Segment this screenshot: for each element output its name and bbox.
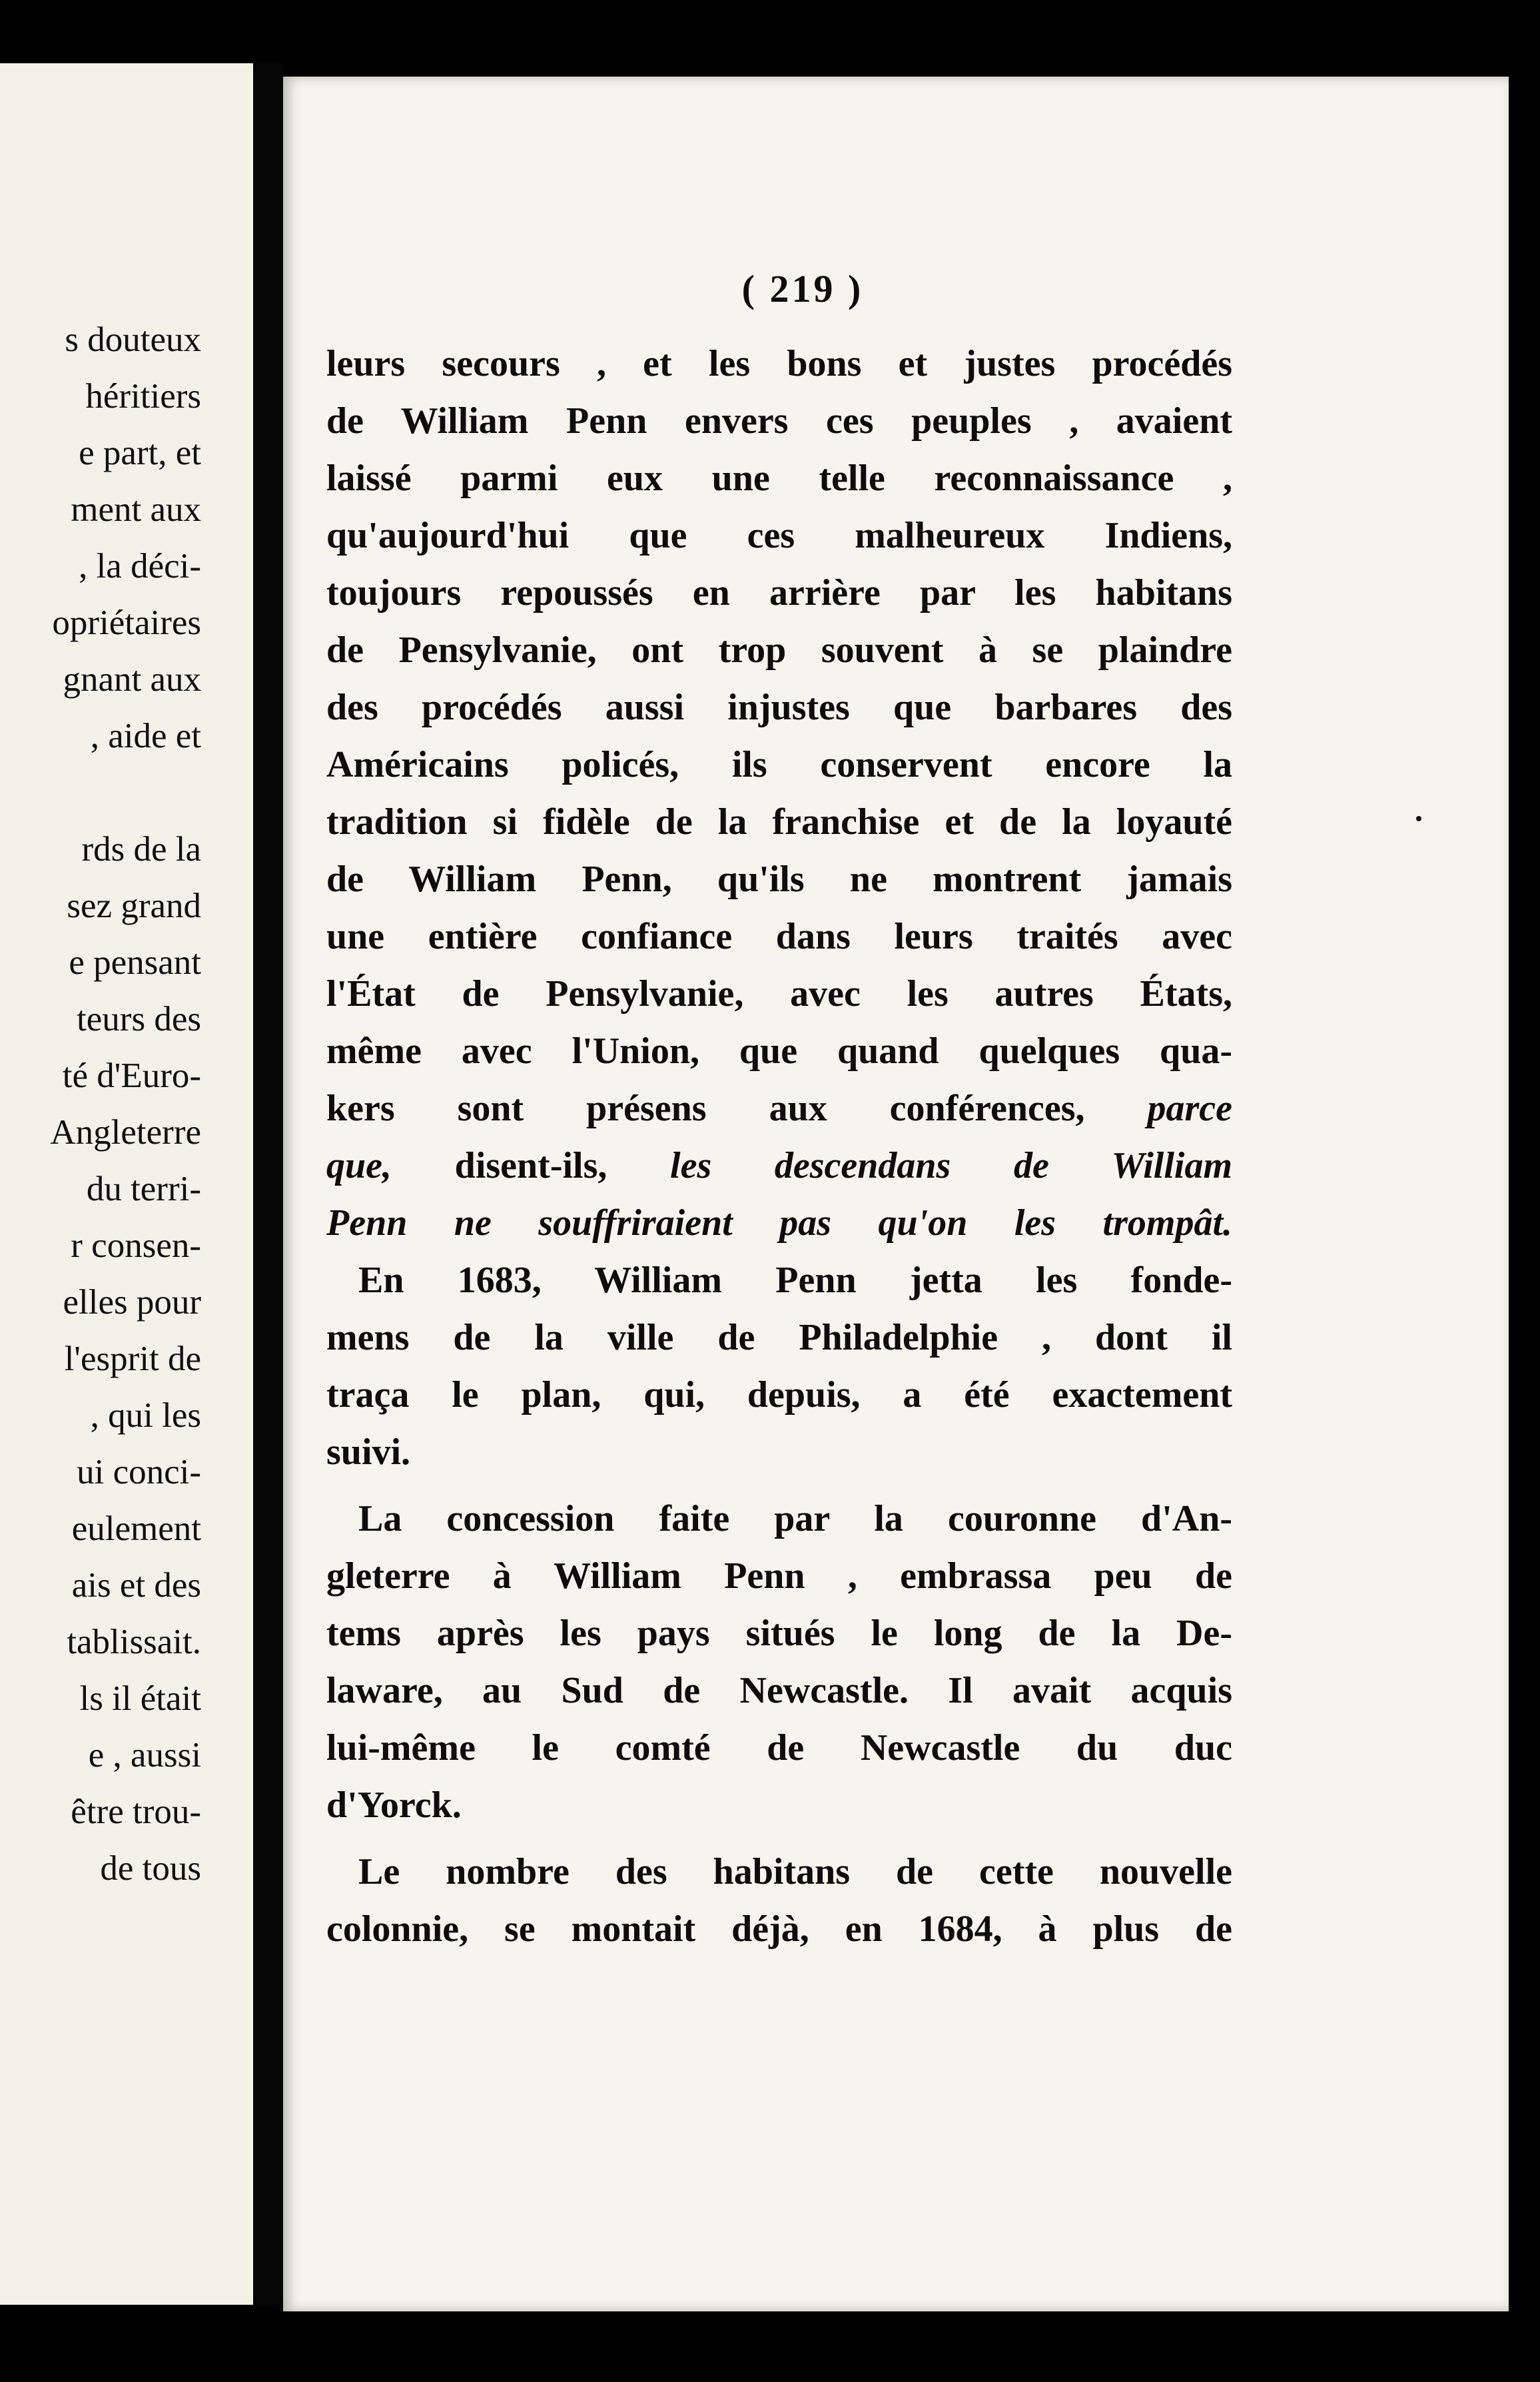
book-gutter xyxy=(253,63,283,2305)
left-fragment: eulement xyxy=(71,1509,201,1548)
left-fragment: r consen- xyxy=(71,1226,201,1265)
text-line: une entière confiance dans leurs traités avec xyxy=(326,916,1232,957)
italic-segment: les descendans de William xyxy=(670,1145,1233,1186)
text-line: Américains policés, ils conservent encore la xyxy=(326,744,1232,785)
text-line xyxy=(326,1090,1232,1127)
left-fragment: ls il était xyxy=(79,1679,201,1718)
text-line: colonnie, se montait déjà, en 1684, à plus de xyxy=(326,1908,1232,1950)
left-fragment: , la déci- xyxy=(79,547,201,586)
left-fragment: héritiers xyxy=(85,377,201,416)
text-line: tradition si fidèle de la franchise et de la loyauté xyxy=(326,801,1232,843)
left-fragment: té d'Euro- xyxy=(62,1056,201,1095)
left-fragment: du terri- xyxy=(86,1170,201,1208)
left-fragment: e , aussi xyxy=(88,1736,201,1775)
text-line xyxy=(326,1147,1232,1184)
text-line: de William Penn, qu'ils ne montrent jamais xyxy=(326,859,1232,900)
text-line: toujours repoussés en arrière par les habitans xyxy=(326,572,1232,613)
page-number: ( 219 ) xyxy=(741,267,864,310)
text-line: de William Penn envers ces peuples , avaient xyxy=(326,400,1232,442)
left-fragment: rds de la xyxy=(81,830,201,869)
left-fragment: teurs des xyxy=(77,1000,201,1038)
left-fragment: Angleterre xyxy=(50,1113,201,1152)
text-line: même avec l'Union, que quand quelques qua- xyxy=(326,1030,1232,1072)
left-facing-page xyxy=(0,63,253,2305)
text-line: de Pensylvanie, ont trop souvent à se plaindre xyxy=(326,629,1232,671)
text-line: laissé parmi eux une telle reconnaissance , xyxy=(326,458,1232,499)
left-fragment: ais et des xyxy=(71,1566,201,1605)
left-fragment: gnant aux xyxy=(63,660,201,699)
italic-segment: que, xyxy=(326,1145,392,1186)
text-line: l'État de Pensylvanie, avec les autres États, xyxy=(326,973,1232,1014)
text-line: mens de la ville de Philadelphie , dont il xyxy=(326,1317,1232,1358)
text-line: lui-même le comté de Newcastle du duc xyxy=(326,1727,1232,1769)
text-line: leurs secours , et les bons et justes procédés xyxy=(326,343,1232,384)
italic-segment: Penn ne souffriraient pas qu'on les trompât. xyxy=(326,1202,1232,1244)
text-line: traça le plan, qui, depuis, a été exactement xyxy=(326,1374,1232,1415)
left-fragment: opriétaires xyxy=(52,603,201,642)
ink-speck xyxy=(1416,816,1421,821)
left-fragment: ment aux xyxy=(71,490,201,529)
left-fragment: tablissait. xyxy=(67,1623,201,1661)
text-line: suivi. xyxy=(326,1431,411,1473)
text-line: laware, au Sud de Newcastle. Il avait acquis xyxy=(326,1670,1232,1711)
left-fragment: l'esprit de xyxy=(64,1340,201,1378)
roman-segment: disent-ils, xyxy=(454,1145,607,1186)
text-line: qu'aujourd'hui que ces malheureux Indiens, xyxy=(326,515,1232,556)
text-line: tems après les pays situés le long de la De- xyxy=(326,1613,1232,1654)
left-fragment: s douteux xyxy=(65,320,201,359)
text-line: La concession faite par la couronne d'An- xyxy=(358,1498,1232,1539)
left-fragment: sez grand xyxy=(67,887,201,925)
left-fragment: , qui les xyxy=(90,1396,201,1435)
text-line xyxy=(326,1204,1232,1242)
text-line: d'Yorck. xyxy=(326,1785,462,1826)
left-fragment: e part, et xyxy=(79,434,201,472)
left-fragment: être trou- xyxy=(71,1792,201,1831)
left-fragment: ui conci- xyxy=(77,1453,201,1491)
text-line: gleterre à William Penn , embrassa peu de xyxy=(326,1555,1232,1597)
left-fragment: elles pour xyxy=(63,1283,201,1322)
left-fragment: de tous xyxy=(100,1849,201,1888)
italic-segment: parce xyxy=(1147,1088,1233,1129)
roman-segment: kers sont présens aux conférences, xyxy=(326,1088,1085,1129)
text-line: En 1683, William Penn jetta les fonde- xyxy=(358,1260,1232,1301)
text-line: Le nombre des habitans de cette nouvelle xyxy=(358,1851,1232,1892)
left-fragment: , aide et xyxy=(90,717,201,755)
text-line: des procédés aussi injustes que barbares des xyxy=(326,687,1232,728)
left-fragment: e pensant xyxy=(69,943,201,982)
